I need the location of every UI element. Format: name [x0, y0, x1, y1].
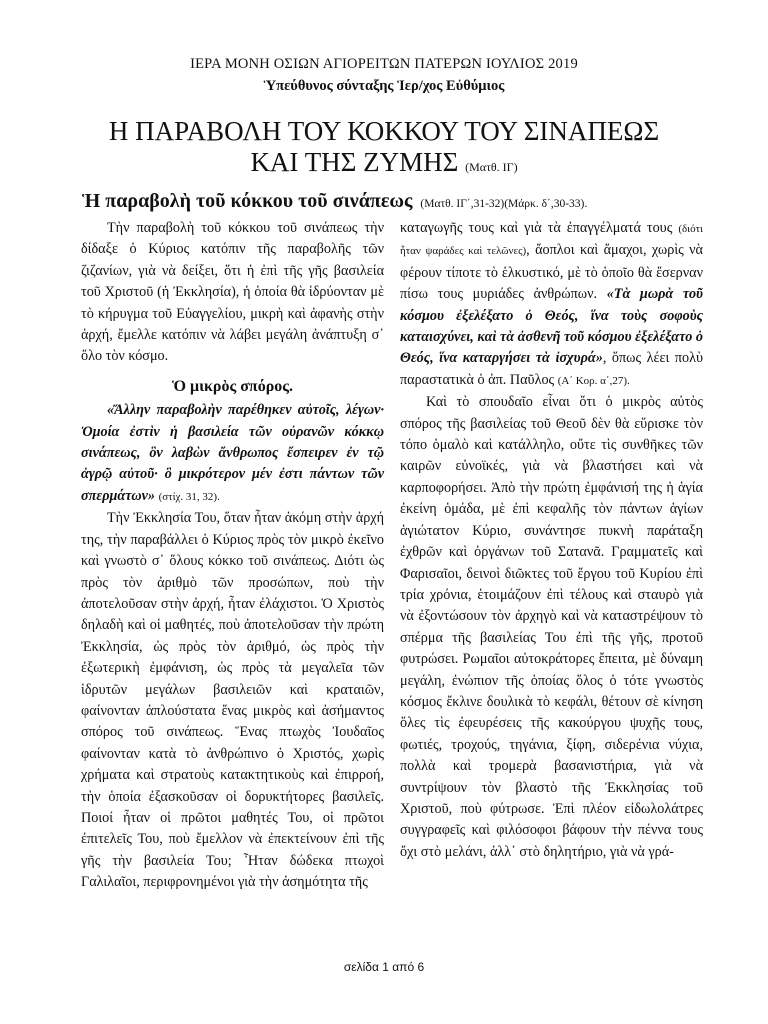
title-line-2	[0, 147, 768, 183]
paragraph-continued	[400, 218, 703, 392]
para-parenthetical: (διότι ἦταν ψαράδες καὶ τελῶνες)	[400, 223, 703, 258]
para-start: καταγωγῆς τους καὶ γιὰ τὰ ἐπαγγέλματά τους	[400, 220, 673, 236]
subtitle-text: Ἡ παραβολὴ τοῦ κόκκου τοῦ σινάπεως	[82, 190, 413, 212]
quote-reference: (στίχ. 31, 32).	[158, 490, 220, 503]
paragraph-intro: Τὴν παραβολὴ τοῦ κόκκου τοῦ σινάπεως τὴν δίδαξε ὁ Κύριος κατόπιν τῆς παραβολῆς τῶν ζιζανίων, γιὰ νὰ δείξει, ὅτι ἡ ἐπὶ τῆς γῆς βασιλεία τοῦ Χριστοῦ (ἡ Ἐκκλησία), ἡ ὁποία θὰ ἱδρύονταν μὲ τὸ κήρυγμα τοῦ Εὐαγγελίου, μικρὴ καὶ ἀφανὴς στὴν ἀρχή, ἔμελλε κατόπιν νὰ λάβει μεγάλη ἀνάπτυξη σ᾿ ὅλο τὸν κόσμο.	[81, 220, 384, 365]
title-line-2-text: ΚΑΙ ΤΗΣ ΖΥΜΗΣ	[250, 147, 459, 177]
section-subtitle	[82, 190, 722, 213]
right-column	[400, 218, 703, 863]
para-end: , ὅπως λέει πολὺ παραστατικὰ ὁ ἀπ. Παῦλος	[400, 350, 703, 388]
page-title	[0, 116, 768, 183]
monastery-header: ΙΕΡΑ ΜΟΝΗ ΟΣΙΩΝ ΑΓΙΟΡΕΙΤΩΝ ΠΑΤΕΡΩΝ ΙΟΥΛΙΟΣ 2019	[190, 56, 578, 72]
paragraph-persecution: Καὶ τὸ σπουδαῖο εἶναι ὅτι ὁ μικρὸς αὐτὸς σπόρος τῆς βασιλείας τοῦ Θεοῦ δὲν θὰ εὕρισκε τὸν τόπο ὁμαλὸ καὶ κατάλληλο, οὔτε τὶς συνθῆκες τῶν καιρῶν εὐνοϊκές, γιὰ νὰ βλαστήσει καὶ νὰ καρποφορήσει. Ἀπὸ τὴν πρώτη ἐμφάνισή της ἡ ἁγία ἐκείνη ὁμάδα, μὲ ἐπὶ κεφαλῆς τὸν πάντων ἁγίων ἁγιώτατον Κύριο, συνάντησε πυκνὴ παράταξη ἐχθρῶν καὶ ὀργάνων τοῦ Σατανᾶ. Γραμματεῖς καὶ Φαρισαῖοι, δεινοὶ διῶκτες τοῦ ἔργου τοῦ Κυρίου ἐπὶ τρία χρόνια, ἑτοιμάζουν ἐπὶ τέλους καὶ σταυρὸ γιὰ νὰ ἐξοντώσουν τὸν ἀρχηγὸ καὶ νὰ καταστρέψουν τὸ σπέρμα τῆς βασιλείας Του ἐπὶ τῆς γῆς, προτοῦ φυτρώσει. Ρωμαῖοι αὐτοκράτορες ἔπειτα, μὲ δύναμη μεγάλη, ἐνώπιον τῆς ὁποίας ὅλος ὁ τότε γνωστὸς κόσμος ἔκλινε δουλικὰ τὸ κεφάλι, θέτουν σὲ κίνηση ὅλες τὶς ἐφευρέσεις τῆς κακούργου ψυχῆς τους, φωτιές, τροχούς, τηγάνια, ξίφη, σιδερένια νύχια, πολλὰ καὶ τρομερὰ βασανιστήρια, γιὰ νὰ συντρίψουν τὸν βλαστὸ τῆς Ἐκκλησίας τοῦ Χριστοῦ, ποὺ φύτρωσε. Ἐπὶ πλέον εἰδωλολάτρες συγγραφεῖς καὶ φιλόσοφοι βάφουν τὴν πέννα τους ὄχι στὸ μελάνι, ἀλλ᾿ στὸ δηλητήριο, γιὰ νὰ γρά-	[400, 394, 703, 860]
paul-quote: «Τὰ μωρὰ τοῦ κόσμου ἐξελέξατο ὁ Θεός, ἵνα τοὺς σοφοὺς καταισχύνει, καὶ τὰ ἀσθενῆ τοῦ κόσμου ἐξελέξατο ὁ Θεός, ἵνα καταργήσει τὰ ἰσχυρά»	[400, 286, 704, 367]
section-heading: Ὁ μικρὸς σπόρος.	[171, 377, 293, 395]
page-number: σελίδα 1 από 6	[343, 960, 425, 974]
title-reference: (Ματθ. ΙΓ)	[465, 160, 518, 174]
subtitle-reference: (Ματθ. ΙΓ΄,31-32)(Μάρκ. δ΄,30-33).	[420, 198, 588, 210]
left-column	[81, 218, 384, 894]
editor-line: Ὑπεύθυνος σύνταξης Ἱερ/χος Εὐθύμιος	[263, 78, 505, 94]
title-line-1: Η ΠΑΡΑΒΟΛΗ ΤΟΥ ΚΟΚΚΟΥ ΤΟΥ ΣΙΝΑΠΕΩΣ	[108, 116, 660, 146]
para-mid: , ἄοπλοι καὶ ἄμαχοι, χωρὶς νὰ φέρουν τίποτε τὸ ἑλκυστικό, μὲ τὸ ὁποῖο θὰ ἔσερναν πίσω τους μυριάδες ἀνθρώπων.	[400, 242, 703, 303]
quote-text: «Ἄλλην παραβολὴν παρέθηκεν αὐτοῖς, λέγων· Ὁμοία ἐστὶν ἡ βασιλεία τῶν οὐρανῶν κόκκῳ σινάπεως, ὃν λαβὼν ἄνθρωπος ἔσπειρεν ἐν τῷ ἀγρῷ αὐτοῦ· ὃ μικρότερον μέν ἐστι πάντων τῶν σπερμάτων»	[81, 402, 384, 504]
paul-reference: (Α΄ Κορ. α΄,27).	[557, 374, 630, 387]
scripture-quote	[81, 400, 384, 508]
paragraph-body: Τὴν Ἐκκλησία Του, ὅταν ἦταν ἀκόμη στὴν ἀρχή της, τὴν παραβάλλει ὁ Κύριος πρὸς τὸν μικρὸ ἐκεῖνο καὶ γνωστὸ σ᾿ ὅλους κόκκο τοῦ σινάπεως. Διότι ὡς πρὸς τὸν ἀριθμὸ τῶν προσώπων, ποὺ τὴν ἀποτελοῦσαν στὴν ἀρχή, ἦταν ἐλάχιστοι. Ὁ Χριστὸς δηλαδὴ καὶ οἱ μαθητές, ποὺ ἀποτελοῦσαν τὴν πρώτη Ἐκκλησία, ὡς πρὸς τὸν ἀριθμό, ὡς πρὸς τὴν ἐξωτερικὴ ἐμφάνιση, ὡς πρὸς τὰ μεγαλεῖα τῶν ἱδρυτῶν μεγάλων βασιλειῶν καὶ κραταιῶν, φαίνονταν ἁπλούστατα ἕνας μικρὸς καὶ ἀσήμαντος σπόρος τοῦ σινάπεως. Ἕνας πτωχὸς Ἰουδαῖος φαίνονταν κατὰ τὸ ἀνθρώπινο ὁ Χριστός, χωρὶς χρήματα καὶ στρατοὺς κατακτητικοὺς καὶ ἐπιρροή, τὴν ὁποία ἐξασκοῦσαν οἱ δορυκτήτορες βασιλεῖς. Ποιοί ἦταν οἱ πρῶτοι μαθητές Του, οἱ πρῶτοι ἐπιτελεῖς Του, ποὺ ἔμελλον νὰ ἐπεκτείνουν ἐπὶ τῆς γῆς τὴν βασιλεία Του; Ἦταν δώδεκα πτωχοὶ Γαλιλαῖοι, περιφρονημένοι γιὰ τὴν ἀσημότητα τῆς	[81, 510, 384, 891]
